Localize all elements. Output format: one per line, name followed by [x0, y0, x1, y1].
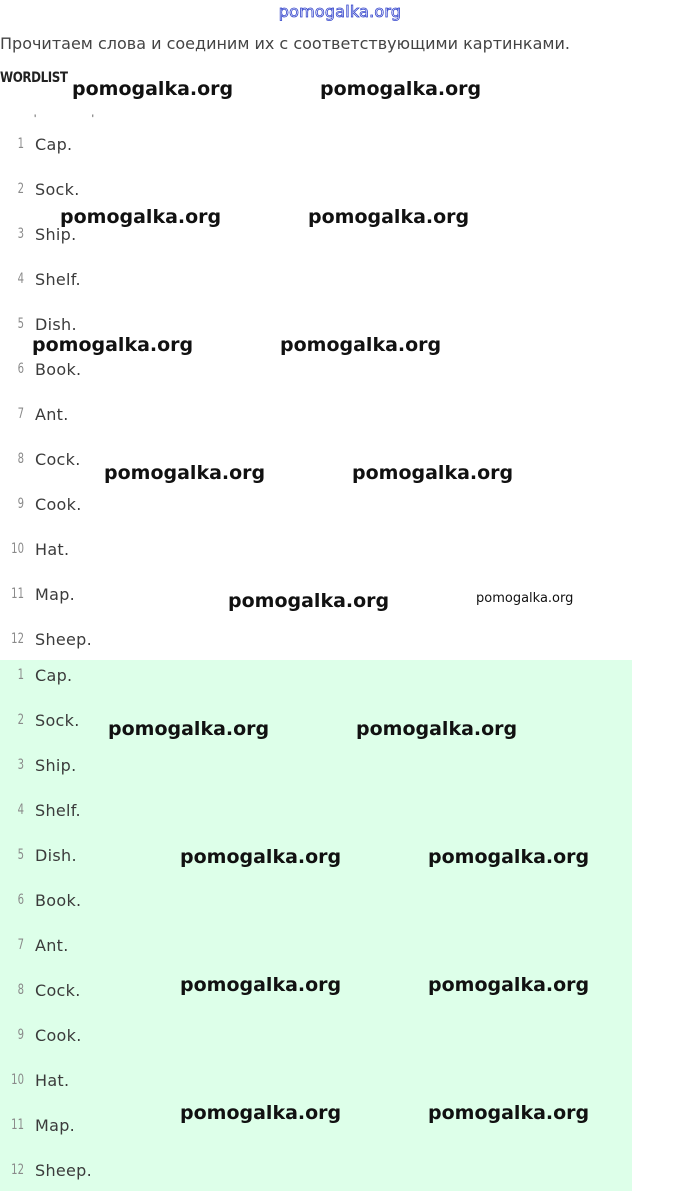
item-number: 2 [17, 181, 24, 197]
item-word: Ant. [35, 936, 69, 955]
wordlist [0, 124, 632, 664]
item-number: 7 [17, 937, 24, 953]
list-item [0, 214, 632, 259]
list-item [0, 124, 632, 169]
item-number: 8 [17, 982, 24, 998]
item-number: 9 [17, 496, 24, 512]
watermark: pomogalka.org [60, 206, 222, 228]
watermark: pomogalka.org [428, 974, 590, 996]
item-number: 10 [11, 541, 24, 557]
item-word: Book. [35, 360, 82, 379]
item-number: 6 [17, 361, 24, 377]
item-word: Dish. [35, 846, 77, 865]
list-item [0, 169, 632, 214]
list-item [0, 1105, 632, 1150]
item-number: 8 [17, 451, 24, 467]
item-number: 1 [17, 667, 24, 683]
item-word: Sock. [35, 711, 80, 730]
item-word: Dish. [35, 315, 77, 334]
item-word: Sock. [35, 180, 80, 199]
item-number: 3 [17, 226, 24, 242]
item-word: Book. [35, 891, 82, 910]
list-item [0, 655, 632, 700]
item-word: Sheep. [35, 630, 93, 649]
watermark: pomogalka.org [108, 718, 270, 740]
answer-list [0, 655, 632, 1195]
watermark: pomogalka.org [180, 1102, 342, 1124]
item-word: Hat. [35, 540, 70, 559]
item-number: 5 [17, 847, 24, 863]
list-item [0, 880, 632, 925]
list-item [0, 835, 632, 880]
watermark: pomogalka.org [32, 334, 194, 356]
list-item [0, 349, 632, 394]
item-number: 12 [11, 1162, 24, 1178]
item-number: 4 [17, 271, 24, 287]
list-item [0, 745, 632, 790]
list-item [0, 790, 632, 835]
item-word: Cock. [35, 450, 81, 469]
item-word: Ant. [35, 405, 69, 424]
site-header-logo[interactable]: pomogalka.org [278, 2, 402, 21]
watermark: pomogalka.org [180, 846, 342, 868]
item-number: 9 [17, 1027, 24, 1043]
list-item [0, 529, 632, 574]
item-word: Map. [35, 1116, 76, 1135]
watermark: pomogalka.org [476, 591, 574, 606]
list-item [0, 970, 632, 1015]
cropped-text-fragment: ' ' [34, 112, 120, 126]
item-word: Sheep. [35, 1161, 93, 1180]
watermark: pomogalka.org [280, 334, 442, 356]
item-word: Cap. [35, 135, 73, 154]
list-item [0, 394, 632, 439]
watermark: pomogalka.org [320, 78, 482, 100]
item-word: Cock. [35, 981, 81, 1000]
list-item [0, 439, 632, 484]
watermark: pomogalka.org [104, 462, 266, 484]
item-number: 10 [11, 1072, 24, 1088]
item-number: 7 [17, 406, 24, 422]
item-number: 5 [17, 316, 24, 332]
item-number: 6 [17, 892, 24, 908]
list-item [0, 700, 632, 745]
item-word: Ship. [35, 225, 77, 244]
list-item [0, 304, 632, 349]
item-number: 12 [11, 631, 24, 647]
list-item [0, 1150, 632, 1195]
item-word: Cook. [35, 1026, 82, 1045]
item-word: Ship. [35, 756, 77, 775]
item-number: 11 [11, 586, 24, 602]
item-number: 4 [17, 802, 24, 818]
list-item [0, 1060, 632, 1105]
watermark: pomogalka.org [72, 78, 234, 100]
watermark: pomogalka.org [428, 846, 590, 868]
wordlist-heading: WORDLIST [0, 70, 68, 86]
item-number: 11 [11, 1117, 24, 1133]
watermark: pomogalka.org [228, 590, 390, 612]
item-word: Shelf. [35, 270, 81, 289]
list-item [0, 484, 632, 529]
watermark: pomogalka.org [180, 974, 342, 996]
list-item [0, 925, 632, 970]
item-word: Cap. [35, 666, 73, 685]
item-word: Shelf. [35, 801, 81, 820]
item-word: Map. [35, 585, 76, 604]
item-word: Hat. [35, 1071, 70, 1090]
item-number: 2 [17, 712, 24, 728]
watermark: pomogalka.org [428, 1102, 590, 1124]
list-item [0, 259, 632, 304]
item-number: 3 [17, 757, 24, 773]
watermark: pomogalka.org [356, 718, 518, 740]
task-instruction: Прочитаем слова и соединим их с соответствующими картинками. [0, 34, 570, 53]
item-number: 1 [17, 136, 24, 152]
watermark: pomogalka.org [352, 462, 514, 484]
list-item [0, 1015, 632, 1060]
list-item [0, 574, 632, 619]
item-word: Cook. [35, 495, 82, 514]
watermark: pomogalka.org [308, 206, 470, 228]
